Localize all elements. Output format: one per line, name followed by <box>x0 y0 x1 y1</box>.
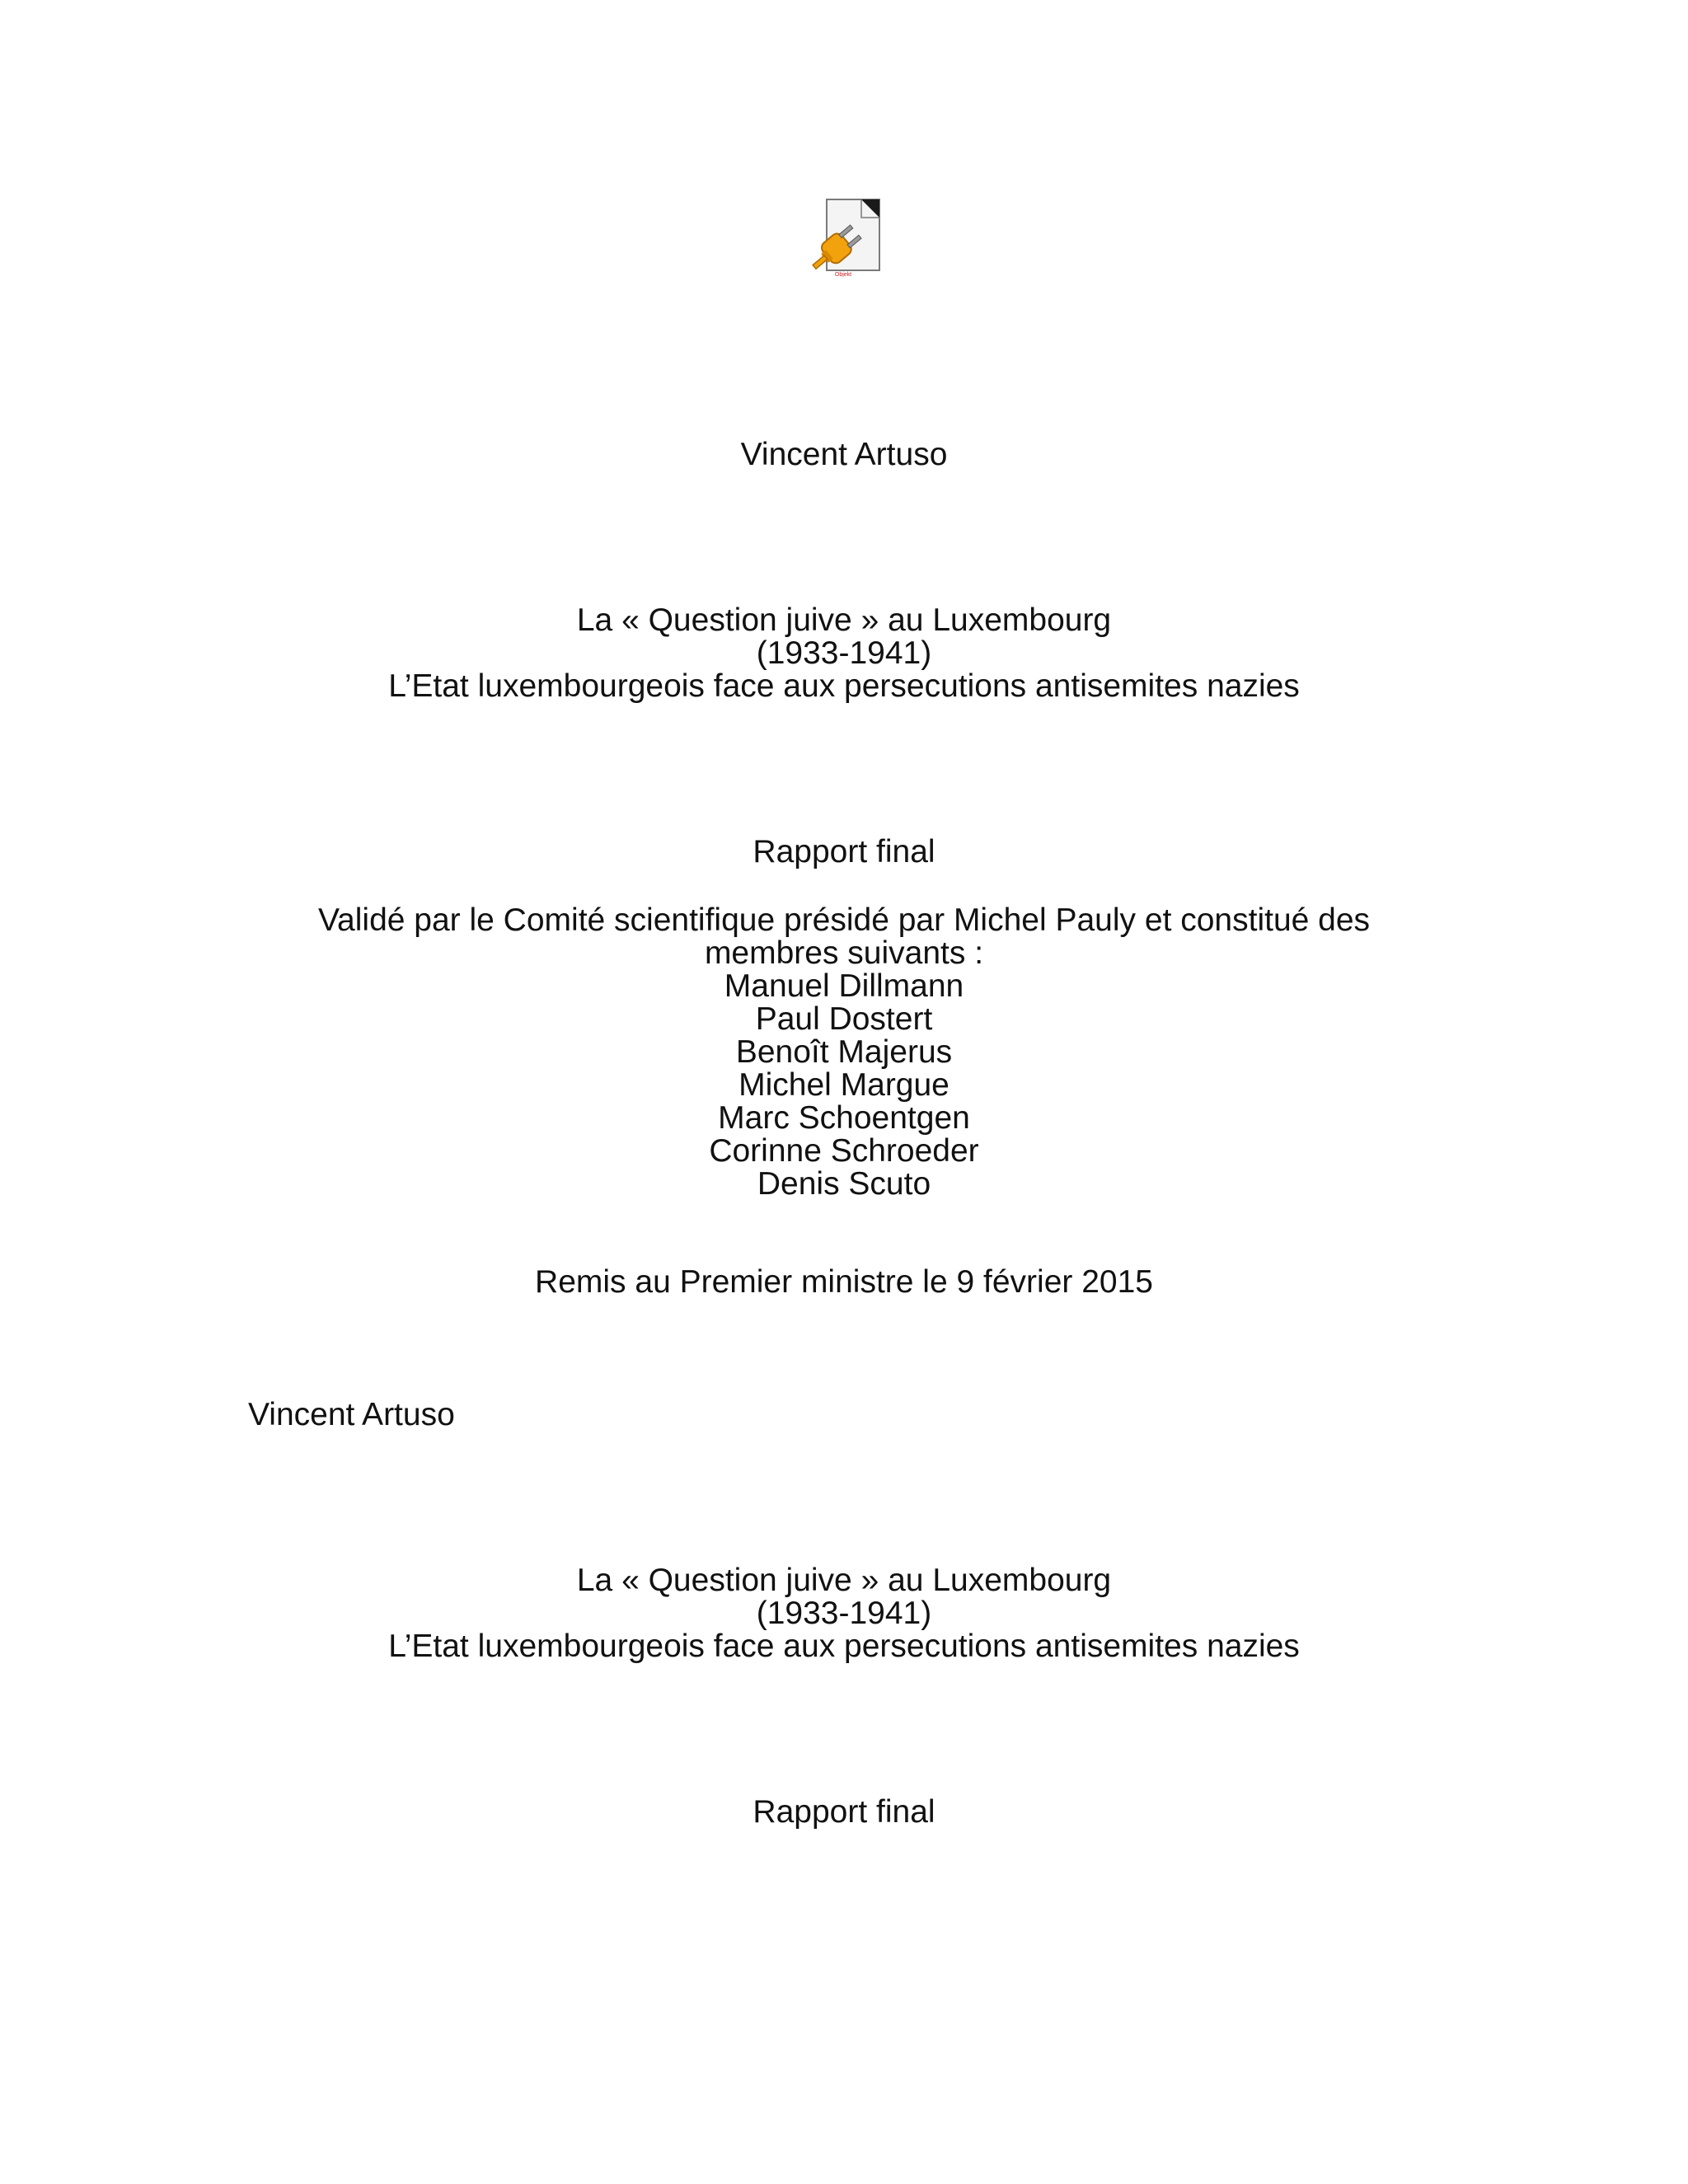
plugin-icon[interactable] <box>804 198 884 277</box>
committee-member: Paul Dostert <box>755 1001 933 1037</box>
report-type-repeat <box>0 1796 1688 1829</box>
committee-member: Marc Schoentgen <box>718 1100 970 1136</box>
title-line-3-repeat: L’Etat luxembourgeois face aux persecutions antisemites nazies <box>388 1629 1300 1664</box>
author-text: Vincent Artuso <box>740 437 948 472</box>
title-line-1: La « Question juive » au Luxembourg <box>576 602 1112 638</box>
committee-member: Benoît Majerus <box>735 1034 953 1070</box>
committee-member: Corinne Schroeder <box>709 1133 979 1169</box>
report-title-repeat <box>0 1564 1688 1663</box>
delivery-note <box>0 1266 1688 1299</box>
title-line-2: (1933-1941) <box>756 635 932 671</box>
report-type-text: Rapport final <box>753 834 935 869</box>
committee-member: Manuel Dillmann <box>724 968 964 1004</box>
report-type-text-repeat: Rapport final <box>753 1794 935 1830</box>
delivery-text: Remis au Premier ministre le 9 février 2015 <box>535 1264 1153 1300</box>
report-title <box>0 604 1688 703</box>
title-line-1-repeat: La « Question juive » au Luxembourg <box>576 1563 1112 1598</box>
title-line-2-repeat: (1933-1941) <box>756 1596 932 1631</box>
author-name-repeat <box>248 1399 1567 1432</box>
validation-line-1: Validé par le Comité scientifique présidé par Michel Pauly et constitué des <box>317 902 1371 938</box>
report-type <box>0 836 1688 869</box>
validation-committee <box>0 904 1688 1201</box>
validation-line-2: membres suivants : <box>704 935 984 971</box>
committee-member: Denis Scuto <box>757 1166 931 1202</box>
plugin-icon-caption: Objekt <box>834 272 852 277</box>
committee-member: Michel Margue <box>738 1067 950 1103</box>
author-name <box>0 438 1688 471</box>
plugin-icon-graphic <box>804 198 884 277</box>
title-line-3: L’Etat luxembourgeois face aux persecutions antisemites nazies <box>388 668 1300 704</box>
author-text-repeat: Vincent Artuso <box>248 1397 455 1432</box>
